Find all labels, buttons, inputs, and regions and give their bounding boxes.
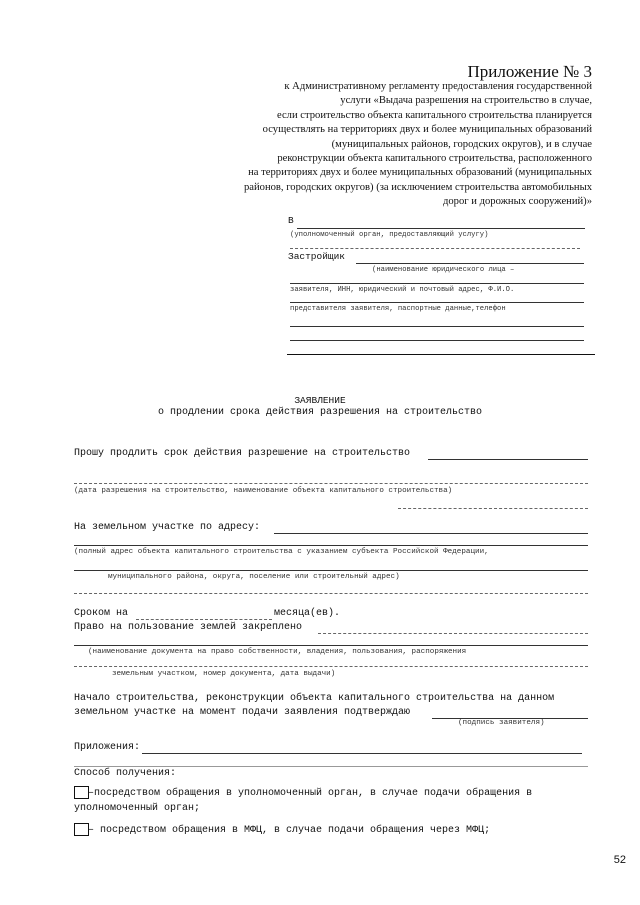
attachments-line-2[interactable] xyxy=(74,766,588,767)
addressee-to-line[interactable] xyxy=(297,228,585,229)
land-right-field[interactable] xyxy=(318,633,588,634)
permit-field[interactable] xyxy=(428,459,588,460)
confirm-text-1: Начало строительства, реконструкции объекта капитального строительства на данном xyxy=(74,693,555,704)
statement-subtitle: о продлении срока действия разрешения на строительство xyxy=(157,407,483,418)
developer-caption-1: (наименование юридического лица – xyxy=(372,266,515,274)
regulation-line: дорог и дорожных сооружений)» xyxy=(443,196,592,208)
regulation-line: (муниципальных районов, городских округов), и в случае xyxy=(331,138,592,150)
signature-caption: (подпись заявителя) xyxy=(458,719,545,727)
addressee-to-label: В xyxy=(288,215,294,226)
regulation-line: если строительство объекта капитального строительства планируется xyxy=(277,109,592,121)
addressee-extra-line[interactable] xyxy=(290,248,580,249)
option-mfc-checkbox[interactable] xyxy=(74,823,89,836)
land-address-line-4[interactable] xyxy=(74,593,588,594)
request-text: Прошу продлить срок действия разрешение на строительство xyxy=(74,448,411,459)
term-months-field[interactable] xyxy=(136,619,272,620)
regulation-line: к Административному регламенту предоставления государственной xyxy=(284,81,592,92)
permit-field-line-2[interactable] xyxy=(74,483,588,484)
address-caption-1: (полный адрес объекта капитального строительства с указанием субъекта Российской Федерации, xyxy=(74,548,489,556)
developer-line[interactable] xyxy=(356,263,584,264)
regulation-line: реконструкции объекта капитального строительства, расположенного xyxy=(277,153,592,165)
address-caption-2: муниципального района, округа, поселение или строительный адрес) xyxy=(108,573,400,581)
land-address-line-2[interactable] xyxy=(74,545,588,546)
doc-caption-2: земельным участком, номер документа, дата выдачи) xyxy=(112,670,336,678)
land-right-line-2[interactable] xyxy=(74,645,588,646)
addressee-bottom-rule xyxy=(287,354,595,355)
land-address-field[interactable] xyxy=(274,533,588,534)
developer-line-2[interactable] xyxy=(290,283,584,284)
option-authority-text-2: уполномоченный орган; xyxy=(74,803,201,814)
option-authority-checkbox[interactable] xyxy=(74,786,89,799)
land-address-label: На земельном участке по адресу: xyxy=(74,522,261,533)
addressee-to-caption: (уполномоченный орган, предоставляющий услугу) xyxy=(290,231,489,239)
regulation-line: на территориях двух и более муниципальных образований (муниципальных xyxy=(248,167,592,179)
term-suffix: месяца(ев). xyxy=(274,608,341,619)
option-mfc-text: – посредством обращения в МФЦ, в случае подачи обращения через МФЦ; xyxy=(88,825,491,836)
regulation-reference xyxy=(232,80,592,210)
developer-caption-3: представителя заявителя, паспортные данные,телефон xyxy=(290,305,506,313)
term-prefix: Сроком на xyxy=(74,608,129,619)
confirm-text-2: земельном участке на момент подачи заявления подтверждаю xyxy=(74,707,411,718)
appendix-title: Приложение № 3 xyxy=(467,62,592,81)
developer-label: Застройщик xyxy=(288,251,346,262)
attachments-field[interactable] xyxy=(142,753,582,754)
land-right-line-3[interactable] xyxy=(74,666,588,667)
land-address-line-3[interactable] xyxy=(74,570,588,571)
developer-line-5[interactable] xyxy=(290,340,584,341)
developer-line-4[interactable] xyxy=(290,326,584,327)
doc-caption-1: (наименование документа на право собственности, владения, пользования, распоряжения xyxy=(88,648,467,656)
land-right-label: Право на пользование землей закреплено xyxy=(74,622,303,633)
page-number: 52 xyxy=(613,854,626,866)
attachments-label: Приложения: xyxy=(74,742,141,753)
developer-caption-2: заявителя, ИНН, юридический и почтовый адрес, Ф.И.О. xyxy=(290,286,515,294)
permit-caption: (дата разрешения на строительство, наименование объекта капитального строительства) xyxy=(74,487,453,495)
regulation-line: осуществлять на территориях двух и более муниципальных образований xyxy=(262,124,592,136)
option-authority-text-1: –посредством обращения в уполномоченный орган, в случае подачи обращения в xyxy=(88,788,533,799)
statement-title: ЗАЯВЛЕНИЕ xyxy=(294,395,346,406)
regulation-line: районов, городских округов) (за исключением строительства автомобильных xyxy=(243,181,592,193)
permit-field-line-3[interactable] xyxy=(398,508,588,509)
regulation-line: услуги «Выдача разрешения на строительство в случае, xyxy=(340,95,592,107)
method-label: Способ получения: xyxy=(74,768,177,779)
developer-line-3[interactable] xyxy=(290,302,584,303)
